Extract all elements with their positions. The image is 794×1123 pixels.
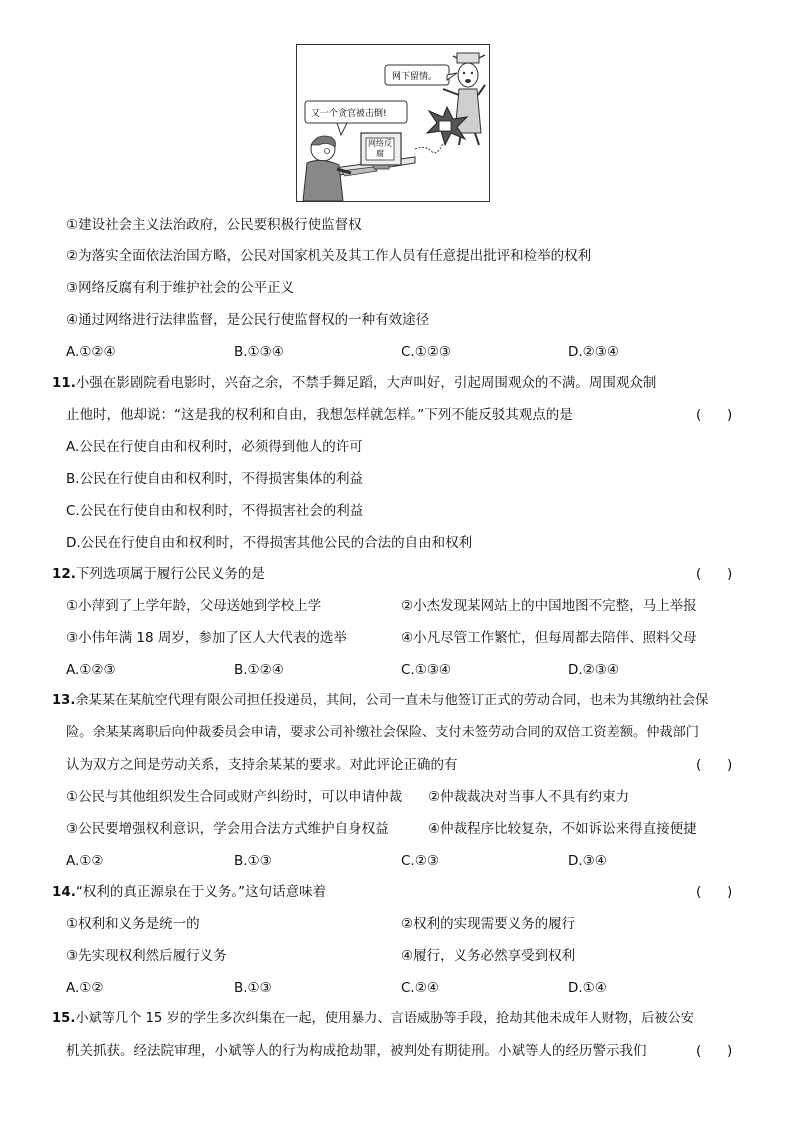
q15-number: 15. [52, 1011, 76, 1026]
q14-statement-2: ②权利的实现需要义务的履行 [401, 916, 576, 932]
q12-stem-text: 下列选项属于履行公民义务的是 [75, 566, 265, 582]
q15-stem-line-2: 机关抓获。经法院审理，小斌等人的行为构成抢劫罪，被判处有期徒刑。小斌等人的经历警示我们 [66, 1043, 647, 1059]
q11-option-b[interactable]: B.公民在行使自由和权利时，不得损害集体的利益 [66, 471, 364, 487]
q13-option-c[interactable]: C.②③ [401, 853, 439, 869]
q11-answer-paren[interactable]: ( ) [696, 407, 733, 423]
q13-stem-text-1: 余某某在某航空代理有限公司担任投递员，其间，公司一直未与他签订正式的劳动合同，也未为其缴纳社会保 [75, 693, 709, 708]
q11-stem-text-1: 小强在影剧院看电影时，兴奋之余，不禁手舞足蹈，大声叫好，引起周围观众的不满。周围观众制 [75, 375, 657, 391]
q11-stem-line-1 [52, 374, 656, 392]
q13-stem-line-3: 认为双方之间是劳动关系，支持余某某的要求。对此评论正确的有 [66, 757, 458, 773]
q12-statement-3: ③小伟年满 18 周岁，参加了区人大代表的选举 [66, 630, 347, 646]
q10-option-a[interactable]: A.①②④ [66, 344, 116, 360]
q10-statement-2: ②为落实全面依法治国方略，公民对国家机关及其工作人员有任意提出批评和检举的权利 [66, 248, 592, 264]
q14-number: 14. [52, 884, 76, 900]
q14-statement-3: ③先实现权利然后履行义务 [66, 948, 227, 964]
q12-option-c[interactable]: C.①③④ [401, 662, 452, 678]
bubble-left-text: 又一个贪官被击倒! [311, 109, 387, 119]
q11-option-c[interactable]: C.公民在行使自由和权利时，不得损害社会的利益 [66, 503, 364, 519]
q13-statement-1: ①公民与其他组织发生合同或财产纠纷时，可以申请仲裁 [66, 789, 403, 805]
q11-stem-line-2: 止他时，他却说：“这是我的权利和自由，我想怎样就怎样。”下列不能反驳其观点的是 [66, 407, 573, 423]
q10-option-c[interactable]: C.①②③ [401, 344, 452, 360]
bubble-right-text: 网下留情。 [392, 72, 438, 82]
official-hat-icon [457, 53, 479, 63]
q13-statement-2: ②仲裁裁决对当事人不具有约束力 [428, 789, 630, 805]
q14-statement-1: ①权利和义务是统一的 [66, 916, 200, 932]
q13-answer-paren[interactable]: ( ) [696, 757, 733, 773]
q10-statement-4: ④通过网络进行法律监督，是公民行使监督权的一种有效途径 [66, 312, 430, 328]
q11-number: 11. [52, 375, 76, 391]
q10-option-d[interactable]: D.②③④ [568, 344, 619, 360]
q14-option-b[interactable]: B.①③ [234, 980, 272, 996]
q14-option-d[interactable]: D.①④ [568, 980, 607, 996]
q13-stem-line-2: 险。余某某离职后向仲裁委员会申请，要求公司补缴社会保险、支付未签劳动合同的双倍工资差额。仲裁部门 [66, 725, 699, 740]
q12-option-d[interactable]: D.②③④ [568, 662, 619, 678]
cartoon-drawing [297, 45, 489, 201]
q12-statement-4: ④小凡尽管工作繁忙，但每周都去陪伴、照料父母 [401, 630, 697, 646]
q14-stem-text: “权利的真正源泉在于义务。”这句话意味着 [75, 884, 327, 900]
official-body-icon [455, 89, 481, 133]
q14-answer-paren[interactable]: ( ) [696, 884, 733, 900]
q13-option-d[interactable]: D.③④ [568, 853, 607, 869]
q14-stem-line [52, 883, 326, 901]
q14-option-c[interactable]: C.②④ [401, 980, 439, 996]
q15-stem-text-1: 小斌等几个 15 岁的学生多次纠集在一起，使用暴力、言语威胁等手段，抢劫其他未成年人财物，后被公安 [75, 1011, 694, 1026]
q11-option-a[interactable]: A.公民在行使自由和权利时，必须得到他人的许可 [66, 439, 363, 455]
q12-statement-2: ②小杰发现某网站上的中国地图不完整，马上举报 [401, 598, 697, 614]
q15-stem-line-1 [52, 1010, 694, 1028]
official-face-icon [458, 63, 478, 87]
q14-statement-4: ④履行，义务必然享受到权利 [401, 948, 576, 964]
q10-statement-3: ③网络反腐有利于维护社会的公平正义 [66, 280, 295, 296]
q13-option-b[interactable]: B.①③ [234, 853, 272, 869]
q13-option-a[interactable]: A.①② [66, 853, 104, 869]
q12-stem-line [52, 565, 265, 583]
q13-number: 13. [52, 693, 76, 708]
q11-option-d[interactable]: D.公民在行使自由和权利时，不得损害其他公民的合法的自由和权利 [66, 535, 473, 551]
q10-option-b[interactable]: B.①③④ [234, 344, 284, 360]
q12-answer-paren[interactable]: ( ) [696, 566, 733, 582]
q12-option-b[interactable]: B.①②④ [234, 662, 284, 678]
q13-stem-line-1 [52, 692, 708, 710]
q14-option-a[interactable]: A.①② [66, 980, 104, 996]
q12-statement-1: ①小萍到了上学年龄，父母送她到学校上学 [66, 598, 322, 614]
person-body-icon [303, 160, 343, 201]
q12-number: 12. [52, 566, 76, 582]
q13-statement-3: ③公民要增强权利意识，学会用合法方式维护自身权益 [66, 821, 389, 837]
screen-text: 网络反腐 [368, 139, 392, 158]
q15-answer-paren[interactable]: ( ) [696, 1043, 733, 1059]
q10-statement-1: ①建设社会主义法治政府，公民要积极行使监督权 [66, 217, 362, 233]
cable-icon [415, 143, 443, 153]
cartoon-illustration [296, 44, 490, 202]
q12-option-a[interactable]: A.①②③ [66, 662, 116, 678]
q13-statement-4: ④仲裁程序比较复杂，不如诉讼来得直接便捷 [428, 821, 697, 837]
